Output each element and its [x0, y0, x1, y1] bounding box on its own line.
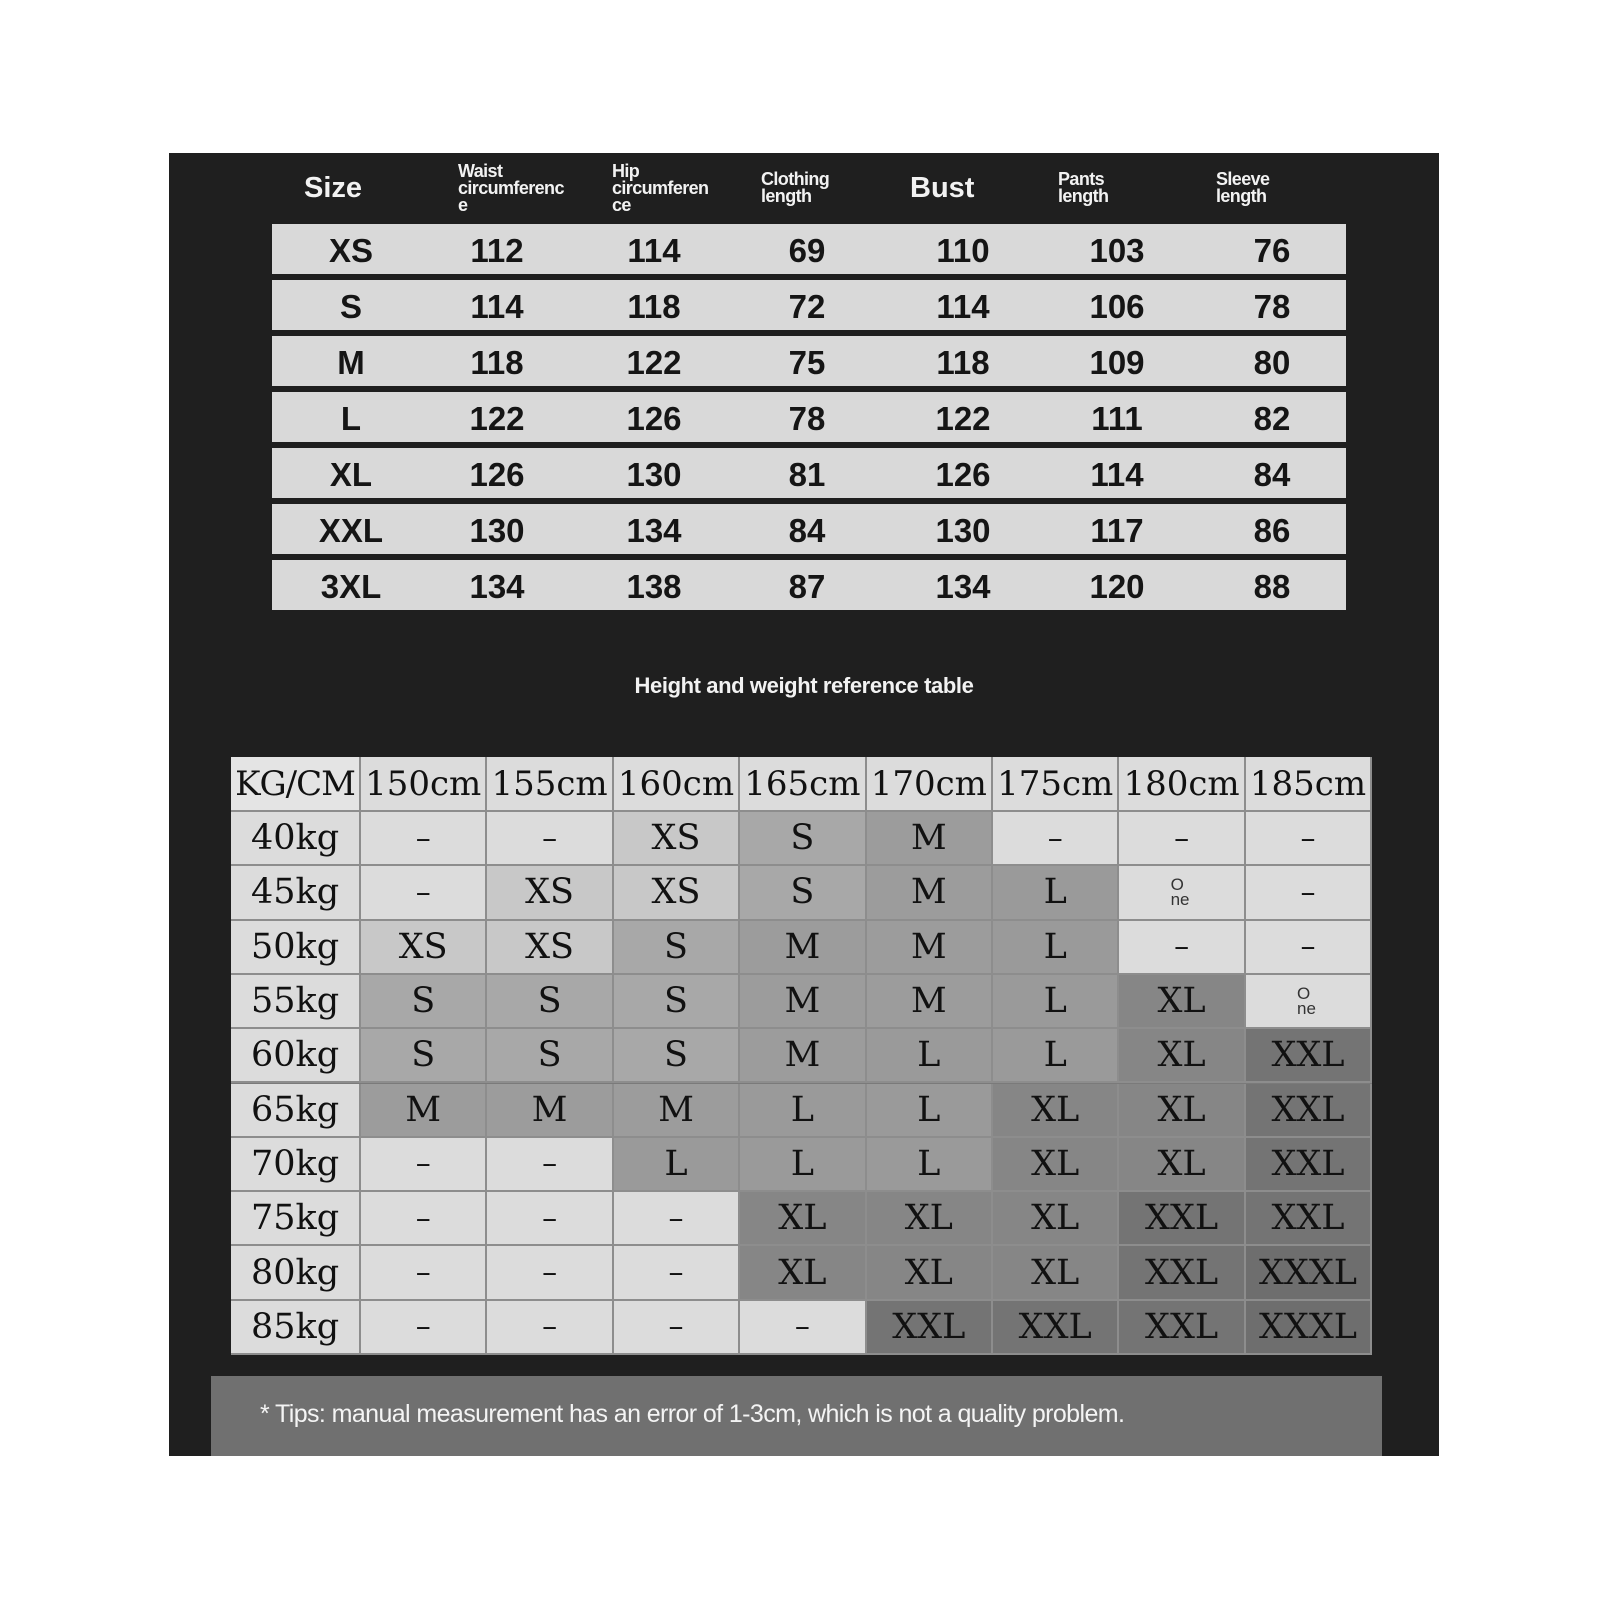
- size-recommendation-cell: –: [614, 1192, 740, 1246]
- size-recommendation-cell: L: [614, 1138, 740, 1192]
- size-recommendation-cell: –: [361, 1246, 487, 1300]
- size-value: 130: [469, 512, 525, 549]
- size-recommendation-cell: XS: [614, 812, 740, 866]
- size-recommendation-cell: L: [993, 866, 1119, 920]
- size-label: 3XL: [320, 568, 382, 605]
- size-value: 117: [1090, 512, 1144, 549]
- size-recommendation-cell: XS: [614, 866, 740, 920]
- size-recommendation-cell: XL: [1119, 975, 1245, 1029]
- size-recommendation-cell: –: [993, 812, 1119, 866]
- size-recommendation-cell: M: [867, 975, 993, 1029]
- size-header-line: length: [761, 186, 812, 206]
- size-header-line: Waist: [458, 160, 503, 181]
- size-recommendation-cell: L: [993, 921, 1119, 975]
- size-recommendation-cell: –: [487, 1192, 613, 1246]
- size-value: 81: [788, 456, 826, 493]
- height-header: 165cm: [740, 757, 866, 812]
- size-header-line: Clothing: [761, 169, 830, 189]
- size-recommendation-cell: XL: [993, 1192, 1119, 1246]
- size-recommendation-cell: XL: [993, 1138, 1119, 1192]
- size-recommendation-cell: XXXL: [1246, 1301, 1372, 1355]
- size-recommendation-cell: S: [614, 975, 740, 1029]
- weight-header: 45kg: [231, 866, 361, 920]
- weight-header: 60kg: [231, 1029, 361, 1083]
- size-header-hip: [612, 153, 708, 223]
- size-recommendation-cell: –: [740, 1301, 866, 1355]
- size-value: 114: [470, 288, 524, 325]
- size-recommendation-cell: XL: [867, 1246, 993, 1300]
- height-header: 175cm: [993, 757, 1119, 812]
- size-value: 114: [627, 232, 681, 269]
- size-value: 109: [1089, 344, 1145, 381]
- size-recommendation-cell: M: [867, 866, 993, 920]
- weight-header: 75kg: [231, 1192, 361, 1246]
- size-recommendation-cell: XL: [993, 1084, 1119, 1138]
- size-row-xl: [272, 448, 1346, 498]
- size-header-line: Bust: [910, 171, 975, 204]
- size-recommendation-cell: –: [1119, 921, 1245, 975]
- size-table-header: [269, 153, 1345, 223]
- size-recommendation-cell: L: [993, 975, 1119, 1029]
- size-value: 120: [1089, 568, 1145, 605]
- size-recommendation-cell: S: [740, 812, 866, 866]
- weight-header: 50kg: [231, 921, 361, 975]
- size-header-line: circumferen: [612, 177, 709, 198]
- size-value: 72: [788, 288, 826, 325]
- size-recommendation-cell: –: [1246, 812, 1372, 866]
- size-recommendation-cell: –: [487, 1246, 613, 1300]
- size-label: M: [337, 344, 365, 381]
- size-header-pants_length: [1058, 153, 1108, 223]
- size-header-line: Size: [304, 171, 363, 204]
- height-weight-reference-table: [231, 757, 1372, 1355]
- size-value: 111: [1091, 400, 1143, 437]
- weight-header: 70kg: [231, 1138, 361, 1192]
- weight-header: 40kg: [231, 812, 361, 866]
- weight-header: 85kg: [231, 1301, 361, 1355]
- size-recommendation-cell: –: [614, 1246, 740, 1300]
- size-recommendation-cell: [1119, 866, 1245, 920]
- size-recommendation-cell: XXL: [1246, 1084, 1372, 1138]
- size-recommendation-cell: M: [867, 921, 993, 975]
- size-recommendation-cell: –: [487, 1138, 613, 1192]
- size-recommendation-cell: XXL: [1119, 1246, 1245, 1300]
- size-header-line: Hip: [612, 160, 640, 181]
- size-label: XXL: [318, 512, 384, 549]
- size-value: 134: [469, 568, 525, 605]
- height-header: 180cm: [1119, 757, 1245, 812]
- size-recommendation-cell: XXL: [867, 1301, 993, 1355]
- size-label: XS: [328, 232, 374, 269]
- size-value: 114: [1090, 456, 1144, 493]
- size-label: XL: [329, 456, 373, 493]
- size-recommendation-cell: S: [614, 921, 740, 975]
- size-recommendation-cell: –: [361, 1192, 487, 1246]
- size-label: L: [340, 400, 362, 437]
- size-value: 122: [469, 400, 525, 437]
- height-header: 155cm: [487, 757, 613, 812]
- size-recommendation-cell: M: [614, 1084, 740, 1138]
- size-row-3xl: [272, 560, 1346, 610]
- weight-header: 80kg: [231, 1246, 361, 1300]
- size-recommendation-cell: L: [740, 1084, 866, 1138]
- size-value: 126: [935, 456, 991, 493]
- size-row-l: [272, 392, 1346, 442]
- size-recommendation-cell: –: [361, 1138, 487, 1192]
- height-header: 160cm: [614, 757, 740, 812]
- size-recommendation-cell: –: [1119, 812, 1245, 866]
- size-header-line: e: [458, 194, 468, 215]
- size-value: 122: [626, 344, 682, 381]
- size-value: 114: [936, 288, 990, 325]
- size-row-s: [272, 280, 1346, 330]
- size-recommendation-cell: L: [867, 1084, 993, 1138]
- size-recommendation-cell: [1246, 975, 1372, 1029]
- size-recommendation-cell: –: [487, 812, 613, 866]
- size-header-line: circumferenc: [458, 177, 564, 198]
- size-header-line: length: [1216, 186, 1267, 206]
- size-recommendation-cell: XS: [361, 921, 487, 975]
- size-value: 87: [788, 568, 826, 605]
- size-recommendation-cell: S: [487, 975, 613, 1029]
- size-recommendation-cell: L: [867, 1138, 993, 1192]
- size-recommendation-cell: XS: [487, 921, 613, 975]
- size-recommendation-cell: –: [1246, 866, 1372, 920]
- size-recommendation-cell: S: [361, 1029, 487, 1083]
- size-value: 106: [1089, 288, 1145, 325]
- size-value: 130: [626, 456, 682, 493]
- size-recommendation-cell: –: [361, 812, 487, 866]
- size-value: 126: [469, 456, 525, 493]
- size-recommendation-value: One: [1170, 875, 1190, 910]
- size-value: 69: [788, 232, 826, 269]
- size-recommendation-cell: XL: [1119, 1029, 1245, 1083]
- weight-header: 65kg: [231, 1084, 361, 1138]
- size-row-xxl: [272, 504, 1346, 554]
- size-recommendation-cell: M: [740, 921, 866, 975]
- size-header-bust: [910, 153, 974, 223]
- size-header-waist: [458, 153, 564, 223]
- size-recommendation-cell: XXXL: [1246, 1246, 1372, 1300]
- tips-banner: * Tips: manual measurement has an error of 1-3cm, which is not a quality problem.: [211, 1376, 1382, 1456]
- size-value: 84: [788, 512, 826, 549]
- size-recommendation-cell: XXL: [1246, 1192, 1372, 1246]
- size-row-m: [272, 336, 1346, 386]
- size-value: 138: [626, 568, 682, 605]
- size-recommendation-cell: S: [740, 866, 866, 920]
- size-value: 86: [1253, 512, 1291, 549]
- size-recommendation-cell: XL: [1119, 1138, 1245, 1192]
- height-header: 150cm: [361, 757, 487, 812]
- size-header-line: length: [1058, 186, 1109, 206]
- size-header-clothing_length: [761, 153, 829, 223]
- size-recommendation-cell: XL: [1119, 1084, 1245, 1138]
- size-value: 78: [1253, 288, 1291, 325]
- size-value: 84: [1253, 456, 1291, 493]
- size-recommendation-cell: XL: [867, 1192, 993, 1246]
- size-recommendation-cell: XL: [993, 1246, 1119, 1300]
- size-value: 122: [935, 400, 991, 437]
- reference-table-title: Height and weight reference table: [634, 673, 974, 698]
- size-recommendation-cell: L: [867, 1029, 993, 1083]
- size-value: 134: [626, 512, 682, 549]
- size-recommendation-cell: –: [361, 1301, 487, 1355]
- size-value: 118: [470, 344, 524, 381]
- size-value: 80: [1253, 344, 1291, 381]
- size-recommendation-cell: M: [361, 1084, 487, 1138]
- size-value: 118: [936, 344, 990, 381]
- size-value: 103: [1089, 232, 1145, 269]
- size-recommendation-cell: XL: [740, 1192, 866, 1246]
- size-value: 126: [626, 400, 682, 437]
- size-recommendation-cell: XXL: [993, 1301, 1119, 1355]
- size-recommendation-cell: –: [614, 1301, 740, 1355]
- size-recommendation-cell: M: [740, 975, 866, 1029]
- size-recommendation-cell: L: [740, 1138, 866, 1192]
- size-recommendation-cell: S: [361, 975, 487, 1029]
- size-recommendation-cell: M: [867, 812, 993, 866]
- size-chart-panel: [169, 153, 1439, 1456]
- size-header-line: Pants: [1058, 169, 1105, 189]
- size-recommendation-cell: –: [1246, 921, 1372, 975]
- size-recommendation-cell: XL: [740, 1246, 866, 1300]
- size-value: 76: [1253, 232, 1291, 269]
- size-value: 88: [1253, 568, 1291, 605]
- size-recommendation-cell: L: [993, 1029, 1119, 1083]
- size-recommendation-value: One: [1296, 984, 1316, 1019]
- size-recommendation-cell: XXL: [1119, 1192, 1245, 1246]
- size-value: 75: [788, 344, 826, 381]
- size-recommendation-cell: M: [740, 1029, 866, 1083]
- size-recommendation-cell: XS: [487, 866, 613, 920]
- size-value: 118: [627, 288, 681, 325]
- size-value: 112: [470, 232, 524, 269]
- size-recommendation-cell: XXL: [1246, 1029, 1372, 1083]
- size-label: S: [339, 288, 363, 325]
- height-header: 170cm: [867, 757, 993, 812]
- size-recommendation-cell: –: [361, 866, 487, 920]
- size-recommendation-cell: M: [487, 1084, 613, 1138]
- height-header: 185cm: [1246, 757, 1372, 812]
- size-recommendation-cell: S: [614, 1029, 740, 1083]
- size-recommendation-cell: XXL: [1119, 1301, 1245, 1355]
- size-value: 134: [935, 568, 991, 605]
- size-value: 82: [1253, 400, 1291, 437]
- size-header-size: [304, 153, 362, 223]
- reference-corner-label: KG/CM: [231, 757, 361, 812]
- size-header-line: ce: [612, 194, 631, 215]
- size-recommendation-cell: –: [487, 1301, 613, 1355]
- size-header-line: Sleeve: [1216, 169, 1270, 189]
- size-row-xs: [272, 224, 1346, 274]
- size-value: 110: [936, 232, 990, 269]
- size-recommendation-cell: S: [487, 1029, 613, 1083]
- size-value: 130: [935, 512, 991, 549]
- size-header-sleeve_length: [1216, 153, 1269, 223]
- size-value: 78: [788, 400, 826, 437]
- size-recommendation-cell: XXL: [1246, 1138, 1372, 1192]
- weight-header: 55kg: [231, 975, 361, 1029]
